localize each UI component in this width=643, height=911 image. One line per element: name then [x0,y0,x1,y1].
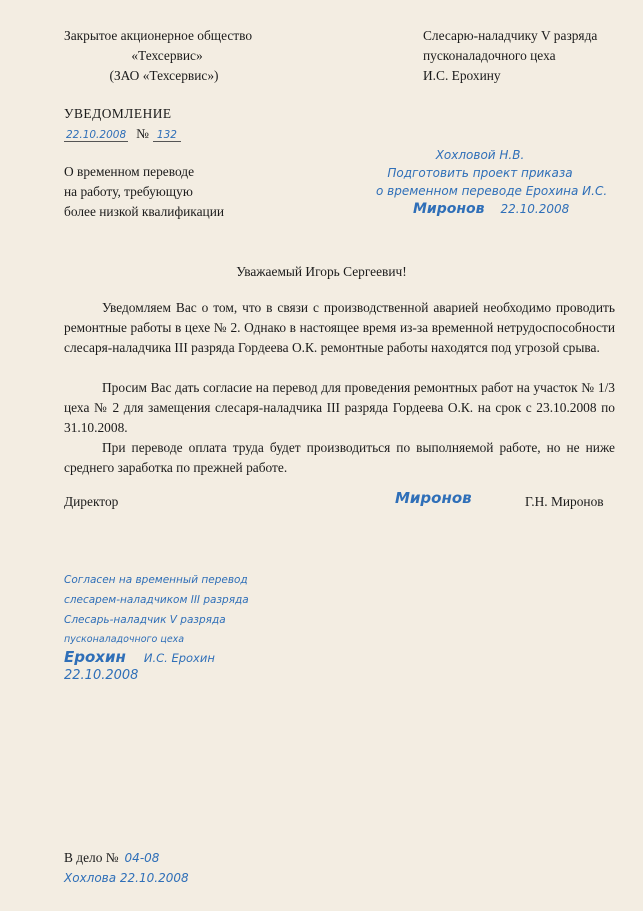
sender-org-line2: «Техсервис» [131,48,203,63]
consent-line4: пусконаладочного цеха [64,634,185,645]
sender-org-line1: Закрытое акционерное общество [64,28,253,43]
consent-line1: Согласен на временный перевод [64,574,248,586]
consent-date: 22.10.2008 [64,668,139,683]
consent-line3: Слесарь-наладчик V разряда [64,614,226,626]
subject-line3: более низкой квалификации [64,204,225,219]
sender-org-line3: (ЗАО «Техсервис») [109,68,219,83]
addressee-line3: И.С. Ерохину [423,68,501,83]
subject-line1: О временном переводе [64,164,195,179]
addressee-line1: Слесарю-наладчику V разряда [423,28,598,43]
consent-signoff [64,648,215,667]
filing-number: 04-08 [124,851,160,865]
director-signature: Миронов [395,489,472,507]
doc-date-number [64,124,181,145]
addressee-line2: пусконаладочного цеха [423,48,556,63]
resolution-date: 22.10.2008 [500,202,570,216]
subject-line2: на работу, требующую [64,184,193,199]
filing-label: В дело № [64,850,119,865]
consent-line2: слесарем-наладчиком III разряда [64,594,249,606]
doc-date: 22.10.2008 [66,129,127,141]
resolution-signoff [413,200,569,218]
body-paragraph-3: При переводе оплата труда будет производиться по выполняемой работе, но не ниже среднего заработка по прежней работе. [64,440,615,475]
consent-name: И.С. Ерохин [143,651,215,665]
signer-position: Директор [64,494,119,509]
resolution-line3: о временном переводе Ерохина И.С. [376,184,608,198]
signer-name: Г.Н. Миронов [525,494,604,509]
body-paragraph-1: Уведомляем Вас о том, что в связи с производственной аварией необходимо проводить ремонтные работы в цехе № 2. Однако в настоящее время из-за временной нетрудоспособности слесаря-наладчика III разряда Гордеева О.К. ремонтные работы находятся под угрозой срыва. [64,300,615,355]
greeting: Уважаемый Игорь Сергеевич! [236,264,407,279]
body-paragraph-2: Просим Вас дать согласие на перевод для проведения ремонтных работ на участок № 1/3 цеха № 2 для замещения слесаря-наладчика III разряда Гордеева О.К. на срок с 23.10.2008 по 31.10.2008. [64,380,615,435]
resolution-signature: Миронов [413,201,485,217]
consent-signature: Ерохин [64,648,126,666]
filing-mark [64,848,159,868]
resolution-line2: Подготовить проект приказа [387,166,573,180]
resolution-line1: Хохловой Н.В. [435,148,525,162]
doc-number: 132 [153,129,181,142]
doc-number-label: № [136,126,149,141]
document-type: УВЕДОМЛЕНИЕ [64,106,172,121]
filing-signature: Хохлова 22.10.2008 [64,871,189,885]
